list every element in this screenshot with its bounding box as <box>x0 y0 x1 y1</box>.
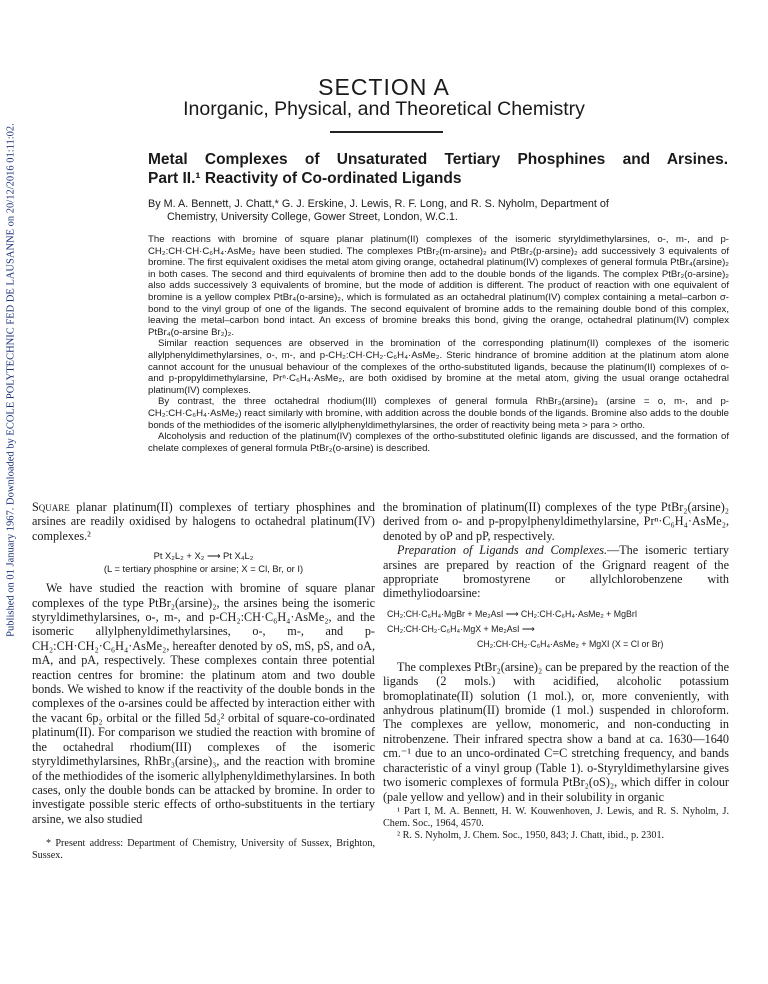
intro-paragraph <box>32 500 375 543</box>
body-paragraph: We have studied the reaction with bromine of square planar complexes of the type PtBr₂(arsine)₂, the arsines being the isomeric styryldimethylarsines, o-, m-, and p-CH₂:CH·C₆H₄·AsMe₂, and the isomeric allylphenyldimethylarsines, o-, m-, and p-CH₂:CH·CH₂·C₆H₄·AsMe₂, hereafter denoted by oS, mS, pS, and oA, mA, and pA, respectively. These complexes contain three potential reaction centres for bromine: the platinum atom and two double bonds. We wished to know if the reactivity of the double bonds in the complexes of the o-arsines could be affected by interaction either with the vacant 6p₂ orbital or the filled 5d₂² orbital of square-co-ordinated platinum(II). For comparison we studied the reaction with bromine of the octahedral rhodium(III) complexes of the isomeric styryldimethylarsines, RhBr₃(arsine)₃, and the reaction with bromine of the methiodides of the isomeric allylphenyldimethylarsines. In both cases, only the double bonds can be attacked by bromine. In order to investigate possible steric effects of ortho-substituents in the tertiary arsine, we also studied <box>32 581 375 826</box>
body-paragraph: the bromination of platinum(II) complexes of the type PtBr₂(arsine)₂ derived from o- and p-propylphenyldimethylarsine, Prⁿ·C₆H₄·AsMe₂, denoted by oP and pP, respectively. <box>383 500 729 543</box>
download-watermark-text: Published on 01 January 1967. Downloaded by ECOLE POLYTECHNIC FED DE LAUSANNE on 20/12/2016 01:11:02. <box>5 123 17 637</box>
reference-block <box>383 806 729 841</box>
header-rule <box>330 131 443 133</box>
preparation-text: —The isomeric tertiary arsines are prepared by reaction of the Grignard reagent of the appropriate bromostyrene or allylchlorobenzene with dimethyliodoarsine: <box>383 543 729 601</box>
reference-item: ¹ Part I, M. A. Bennett, H. W. Kouwenhoven, J. Lewis, and R. S. Nyholm, J. Chem. Soc., 1964, 4570. <box>383 805 729 829</box>
article-title-line2: Part II.¹ Reactivity of Co-ordinated Ligands <box>148 170 462 187</box>
abstract-paragraph: Alcoholysis and reduction of the platinum(IV) complexes of the ortho-substituted olefinic ligands are discussed, and the formation of chelate complexes of general formula PtBr₂(o-arsine) is described. <box>148 431 729 454</box>
abstract-paragraph: By contrast, the three octahedral rhodium(III) complexes of general formula RhBr₃(arsine)₃ (arsine = o, m-, and p-CH₂:CH·C₆H₄·AsMe₂) react similarly with bromine, with addition across the double bonds of the ligands. Bromine also adds to the double bonds of the methiodides of the isomeric allylphenyldimethylarsines, the order of reactivity being meta > para > ortho. <box>148 396 729 431</box>
scheme-line: CH₂:CH·CH₂·C₆H₄·MgX + Me₂AsI ⟶ <box>387 623 535 634</box>
abstract-paragraph: The reactions with bromine of square planar platinum(II) complexes of the isomeric styryldimethylarsines, o-, m-, and p-CH₂:CH·CH·C₆H₄·AsMe₂ have been studied. The complexes PtBr₂(m-arsine)₂ and PtBr₂(p-arsine)₂ add successively 3 equivalents of bromine. The first equivalent oxidises the metal atom giving orange, octahedral platinum(IV) complexes of general formula PtBr₄(arsine)₂ in both cases. The second and third equivalents of bromine then add to the double bonds of the ligands. The complex PtBr₂(o-arsine)₂ also adds successively 3 equivalents of bromine, but the mode of addition is different. The product of reaction with one equivalent of bromine is a yellow complex PtBr₄(o-arsine)₂, which is formulated as an octahedral platinum(IV) complex containing a metal–carbon σ-bond to the vinyl group of one of the ligands. The second equivalent of bromine adds to the remaining double bond of this complex, leaving the metal–carbon bond intact. An excess of bromine breaks this bond, giving the orange, octahedral platinum(IV) complex PtBr₄(o-arsine Br₂)₂. <box>148 234 729 338</box>
affiliation: Chemistry, University College, Gower Street, London, W.C.1. <box>167 211 458 223</box>
intro-lead-word: Square <box>32 500 70 514</box>
right-column <box>383 500 729 841</box>
left-column <box>32 500 375 862</box>
article-title <box>148 150 728 188</box>
equation-note: (L = tertiary phosphine or arsine; X = Cl, Br, or I) <box>103 563 304 575</box>
abstract-paragraph: Similar reaction sequences are observed in the bromination of the corresponding platinum(II) complexes of the isomeric allylphenyldimethylarsines, o-, m-, and p-CH₂:CH·CH₂·C₆H₄·AsMe₂. Steric hindrance of bromine addition at the platinum atom alone cannot account for the unusual behaviour of the complexes of the ortho-substituted ligands, because the platinum(II) complexes of o- and p-propyldimethylarsine, Prⁿ·C₆H₄·AsMe₂, are both oxidised by bromine at the metal atom, giving the usual orange octahedral platinum(IV) complexes. <box>148 338 729 396</box>
present-address-footnote: * Present address: Department of Chemistry, University of Sussex, Brighton, Sussex. <box>32 838 375 861</box>
scheme-line: CH₂:CH·CH₂·C₆H₄·AsMe₂ + MgXI (X = Cl or Br) <box>477 638 664 649</box>
equation-text: Pt X₂L₂ + X₂ ⟶ Pt X₄L₂ <box>153 550 254 562</box>
scheme-line: CH₂:CH·C₆H₄·MgBr + Me₂AsI ⟶ CH₂:CH·C₆H₄·AsMe₂ + MgBrI <box>387 608 638 619</box>
download-watermark <box>0 80 22 680</box>
oxidation-equation <box>32 549 375 575</box>
preparation-heading: Preparation of Ligands and Complexes. <box>397 543 608 558</box>
author-list: By M. A. Bennett, J. Chatt,* G. J. Erskine, J. Lewis, R. F. Long, and R. S. Nyholm, Department of <box>148 198 609 210</box>
section-subtitle: Inorganic, Physical, and Theoretical Chemistry <box>183 98 585 120</box>
body-paragraph: The complexes PtBr₂(arsine)₂ can be prepared by the reaction of the ligands (2 mols.) with acidified, alcoholic potassium bromoplatinate(II) solution (1 mol.), or, more conveniently, with anhydrous platinum(II) bromide (1 mol.) suspended in chloroform. The complexes are yellow, monomeric, and non-conducting in nitrobenzene. Their infrared spectra show a band at ca. 1630—1640 cm.⁻¹ due to an unco-ordinated C=C stretching frequency, and bands characteristic of a vinyl group (Table 1). o-Styryldimethylarsine gives two isomeric complexes of formula PtBr₂(oS)₂, which differ in colour (pale yellow and yellow) and in their solubility in organic <box>383 659 730 804</box>
reaction-scheme <box>383 607 729 652</box>
abstract <box>148 234 729 454</box>
footnote-block <box>32 838 375 862</box>
section-label: SECTION A <box>318 74 450 100</box>
intro-text: planar platinum(II) complexes of tertiary phosphines and arsines are readily oxidised by halogens to octahedral platinum(IV) complexes.² <box>32 500 375 543</box>
preparation-paragraph <box>383 543 729 601</box>
author-block <box>148 198 728 224</box>
article-title-line1: Metal Complexes of Unsaturated Tertiary Phosphines and Arsines. <box>148 151 728 168</box>
reference-item: ² R. S. Nyholm, J. Chem. Soc., 1950, 843; J. Chatt, ibid., p. 2301. <box>397 829 665 841</box>
